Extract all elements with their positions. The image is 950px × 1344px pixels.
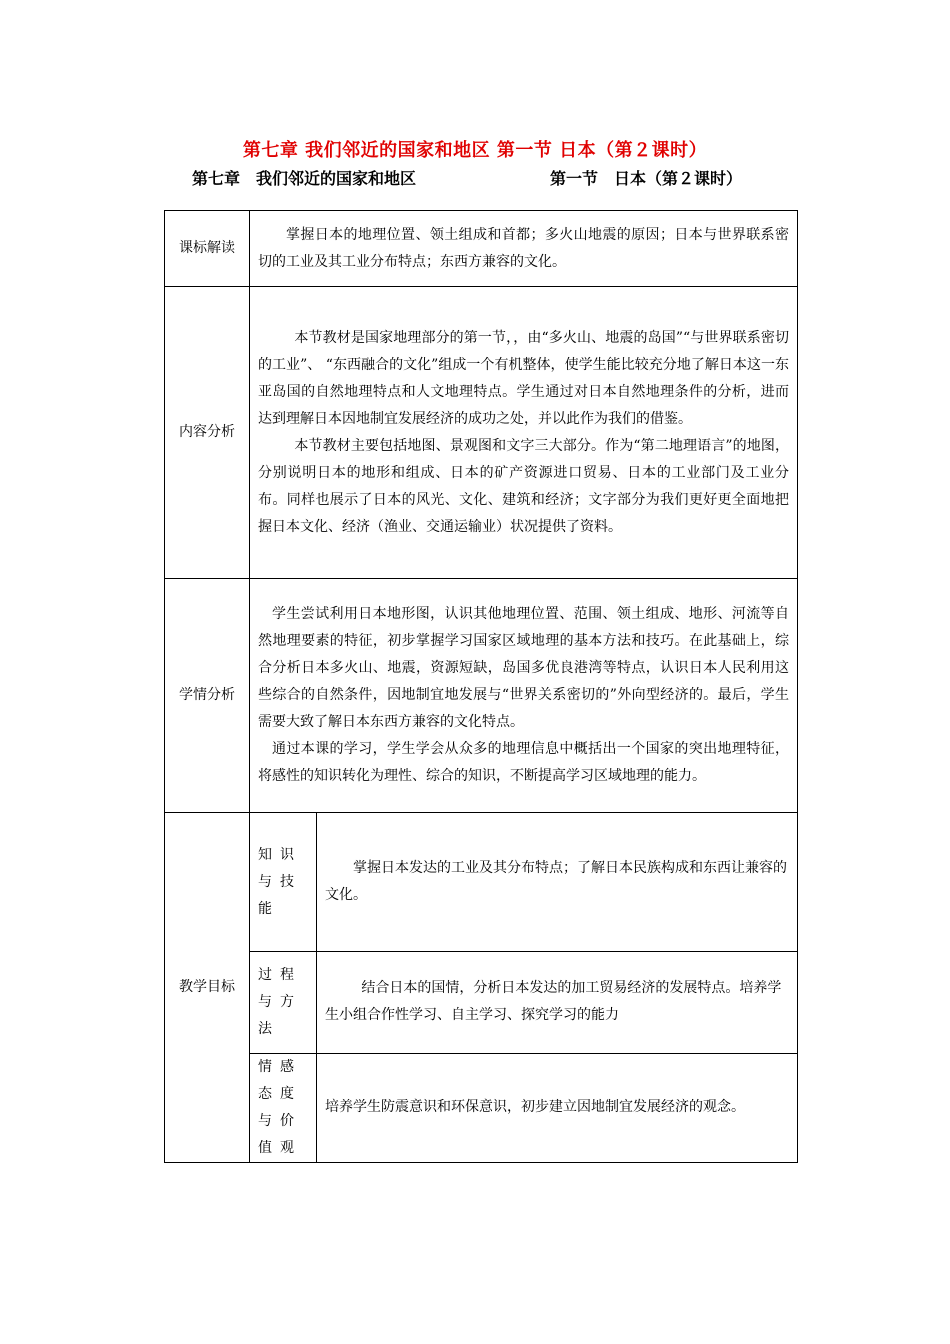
row-standard [165, 211, 798, 287]
row-label-standard: 课标解读 [165, 211, 250, 287]
objective-label-knowledge: 知识与技能 [250, 813, 317, 951]
row-content-analysis [165, 287, 798, 579]
objective-knowledge-text: 掌握日本发达的工业及其分布特点；了解日本民族构成和东西让兼容的文化。 [325, 860, 787, 903]
objective-text-knowledge [317, 813, 798, 951]
student-analysis-paragraph-2: 通过本课的学习，学生学会从众多的地理信息中概括出一个国家的突出地理特征，将感性的知识转化为理性、综合的知识，不断提高学习区域地理的能力。 [258, 741, 789, 784]
standard-text: 掌握日本的地理位置、领土组成和首都；多火山地震的原因；日本与世界联系密切的工业及其工业分布特点；东西方兼容的文化。 [258, 226, 789, 270]
row-label-student-analysis: 学情分析 [165, 579, 250, 813]
objective-text-attitude [317, 1053, 798, 1162]
objective-attitude-text: 培养学生防震意识和环保意识，初步建立因地制宜发展经济的观念。 [325, 1099, 745, 1116]
objective-row [250, 1053, 797, 1162]
objectives-table [250, 813, 797, 1162]
row-content-standard [250, 211, 798, 287]
objectives-cell [250, 813, 798, 1163]
objective-label-attitude: 情感态度与价值观 [250, 1053, 317, 1162]
objective-process-text: 结合日本的国情，分析日本发达的加工贸易经济的发展特点。培养学生小组合作性学习、自主学习、探究学习的能力 [325, 980, 782, 1024]
row-label-content-analysis: 内容分析 [165, 287, 250, 579]
objective-row [250, 813, 797, 951]
lesson-plan-table [164, 210, 798, 1163]
row-content-content-analysis [250, 287, 798, 579]
content-analysis-paragraph-1: 本节教材是国家地理部分的第一节，，由“多火山、地震的岛国”“与世界联系密切的工业”、 “东西融合的文化”组成一个有机整体，使学生能比较充分地了解日本这一东亚岛国的自然地理特点和人文地理特点。学生通过对日本自然地理条件的分析，进而达到理解日本因地制宜发展经济的成功之处，并以此作为我们的借鉴。 [258, 329, 789, 427]
objective-row [250, 951, 797, 1053]
document-title-red: 第七章 我们邻近的国家和地区 第一节 日本（第２课时） [242, 140, 708, 161]
content-analysis-paragraph-2: 本节教材主要包括地图、景观图和文字三大部分。作为“第二地理语言”的地图，分别说明日本的地形和组成、日本的矿产资源进口贸易、日本的工业部门及工业分布。同样也展示了日本的风光、文化、建筑和经济；文字部分为我们更好更全面地把握日本文化、经济（渔业、交通运输业）状况提供了资料。 [258, 437, 789, 535]
row-student-analysis [165, 579, 798, 813]
objective-text-process [317, 951, 798, 1053]
row-content-student-analysis [250, 579, 798, 813]
row-objectives [165, 813, 798, 1163]
section-title: 第一节 日本（第２课时） [550, 169, 743, 188]
chapter-title: 第七章 我们邻近的国家和地区 [192, 169, 417, 188]
objective-label-process: 过程与方法 [250, 951, 317, 1053]
student-analysis-paragraph-1: 学生尝试利用日本地形图，认识其他地理位置、范围、领土组成、地形、河流等自然地理要素的特征，初步掌握学习国家区域地理的基本方法和技巧。在此基础上，综合分析日本多火山、地震，资源短缺，岛国多优良港湾等特点，认识日本人民利用这些综合的自然条件，因地制宜地发展与“世界关系密切的”外向型经济的。最后，学生需要大致了解日本东西方兼容的文化特点。 [258, 606, 789, 730]
row-label-objectives: 教学目标 [165, 813, 250, 1163]
